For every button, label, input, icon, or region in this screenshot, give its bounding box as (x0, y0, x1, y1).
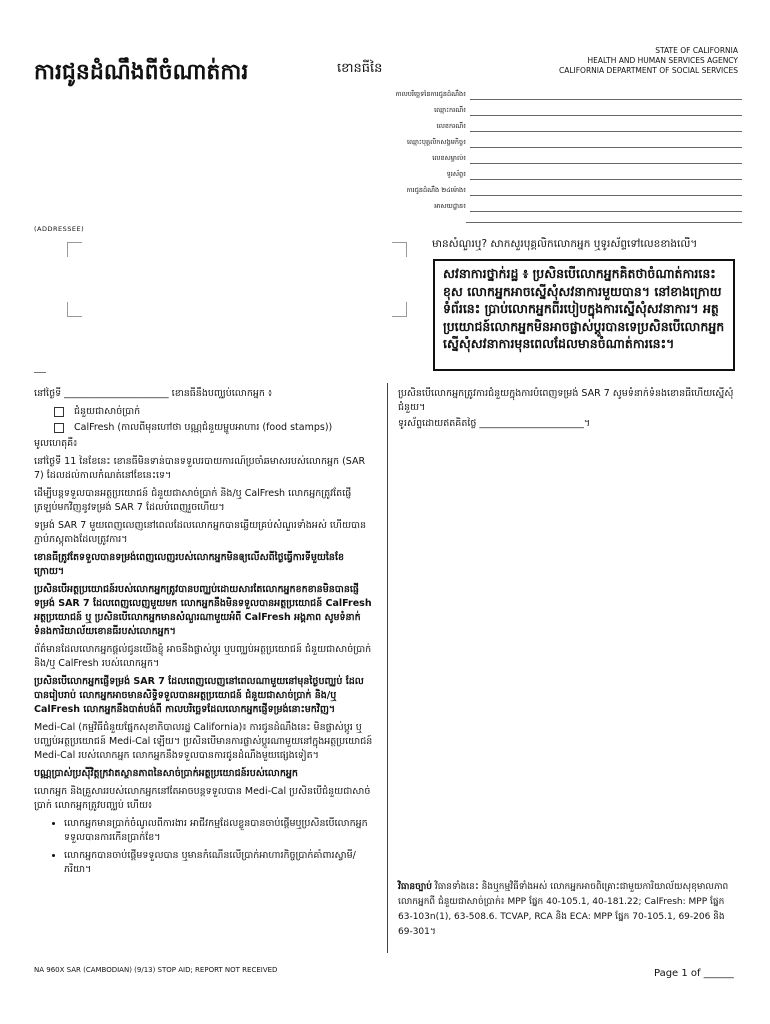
address-window-corner (67, 302, 82, 317)
info-change-paragraph: ព័ត៌មានដែលលោកអ្នកផ្តល់ជូនយើងខ្ញុំ អាចនឹងផ្លាស់ប្តូរ ឬបញ្ឈប់អត្ថប្រយោជន៍ ជំនួយជាសាច់ប្រាក់ និង/ឬ CalFresh របស់លោកអ្នក។ (34, 644, 372, 669)
calfresh-checkbox[interactable]: CalFresh (កាលពីមុនហៅថា បណ្ណជំនួយម្ហូបអាហារ (food stamps)) (54, 421, 374, 435)
send-form-paragraph: ប្រសិនបើលោកអ្នកផ្ញើទម្រង់ SAR 7 ដែលពេញលេញនៅពេលណាមួយនៅមុនថ្ងៃបញ្ឈប់ ដែលបានរៀបរាប់ លោកអ្នកអាចមានសិទ្ធិទទួលបានអត្ថប្រយោជន៍ ជំនួយជាសាច់ប្រាក់ និង/ឬ CalFresh លោកអ្នកនឹងបាត់បង់ពី កាលបរិច្ឆេទដែលលោកអ្នកផ្ញើទម្រង់នោះមកវិញ។ (34, 676, 364, 715)
complete-form-paragraph: ទម្រង់ SAR 7 មួយពេញលេញនៅពេលដែលលោកអ្នកបានឆ្លើយគ្រប់សំណួរទាំងអស់ ហើយបានភ្ជាប់ភស្តុតាងដែលត្រូវការ។ (34, 520, 367, 545)
list-item: • លោកអ្នកបានចាប់ផ្តើមទទួលបាន ឬមានកំណើនលើប្រាក់អាហារកិច្ចប្រាក់គាំពារស្វាមី/ភរិយា។ (64, 849, 374, 877)
checkbox-icon[interactable] (54, 423, 64, 433)
stopped-benefits-paragraph: ប្រសិនបើអត្ថប្រយោជន៍របស់លោកអ្នកត្រូវបានបញ្ឈប់ដោយសារតែលោកអ្នកខកខានមិនបានផ្ញើទម្រង់ SAR 7 ដែលពេញលេញមួយមក លោកអ្នកនឹងមិនទទួលបានអត្ថប្រយោជន៍ CalFresh អត្ថប្រយោជន៍ ឬ ប្រសិនបើលោកអ្នកមានសំណួរណាមួយអំពី CalFresh អង្គភាព សូមទំនាក់ទំនងការិយាល័យខោនធីរបស់លោកអ្នក។ (34, 584, 372, 637)
notice-date-field[interactable]: កាលបរិច្ឆេទនៃការជូនដំណឹង៖ (370, 88, 742, 100)
stop-date-line: នៅថ្ងៃទី ______________________ ខោនធីនឹងបញ្ឈប់លោកអ្នក ៖ (34, 388, 273, 399)
address-window-corner (392, 302, 407, 317)
hour-notice-field[interactable]: ការជូនដំណឹង ២៤ម៉ោង៖ (370, 184, 742, 196)
rules-text: វិធានទាំងនេះ និងឬកម្មវិធីទាំងអស់ លោកអ្នកអាចពិគ្រោះជាមួយការិយាល័យសុខុមាលភាពលោកអ្នកពី ជំនួយជាសាច់ប្រាក់៖ MPP ផ្នែក 40-105.1, 40-181.22; CalFresh: MPP ផ្នែក 63-103n(1), 63-508.6. TCVAP, RCA និង ECA: MPP ផ្នែក 70-105.1, 69-206 និង 69-301។ (398, 882, 729, 937)
address-extra-line[interactable] (466, 222, 742, 223)
agency-line: STATE OF CALIFORNIA (655, 46, 738, 55)
checkbox-icon[interactable] (54, 407, 64, 417)
case-number-field[interactable]: លេខករណី៖ (370, 120, 742, 132)
agency-block (559, 46, 738, 76)
address-window-corner (67, 242, 82, 257)
address-field[interactable]: អាសយដ្ឋាន៖ (370, 200, 742, 212)
continue-benefits-paragraph: ដើម្បីបន្តទទួលបានអត្ថប្រយោជន៍ ជំនួយជាសាច់ប្រាក់ និង/ឬ CalFresh លោកអ្នកត្រូវតែផ្ញើត្រឡប់មកវិញនូវទម្រង់ SAR 7 ដែលបំពេញរួចហើយ។ (34, 488, 352, 513)
agency-line: CALIFORNIA DEPARTMENT OF SOCIAL SERVICES (558, 66, 738, 75)
deadline-paragraph: ខោនធីត្រូវតែទទួលបានទម្រង់ពេញលេញរបស់លោកអ្នកមិនឲ្យលើសពីថ្ងៃធ្វើការទីមួយនៃខែក្រោយ។ (34, 552, 345, 577)
state-hearing-box: សវនាការថ្នាក់រដ្ឋ ៖ ប្រសិនបើលោកអ្នកគិតថាចំណាត់ការនេះខុស លោកអ្នកអាចស្នើសុំសវនាការមួយបាន។ នៅខាងក្រោយទំព័រនេះ ប្រាប់លោកអ្នកពីរបៀបក្នុងការស្នើសុំសវនាការ។ អត្ថប្រយោជន៍លោកអ្នកមិនអាចផ្លាស់ប្តូរបានទេប្រសិនបើលោកអ្នកស្នើសុំសវនាការមុនពេលដែលមានចំណាត់ការនេះ។ (433, 259, 735, 371)
worker-id-field[interactable]: លេខសម្គាល់៖ (370, 152, 742, 164)
telephone-field[interactable]: ទូរស័ព្ទ៖ (370, 168, 742, 180)
column-divider (387, 383, 388, 953)
rules-label: វិធានច្បាប់ (398, 882, 432, 892)
rules-paragraph (398, 880, 738, 940)
page-number: Page 1 of ______ (654, 968, 734, 979)
address-window-corner (392, 242, 407, 257)
page-title: ការជូនដំណឹងពីចំណាត់ការ (34, 60, 249, 85)
list-item: • លោកអ្នកមានប្រាក់ចំណូលពីការងារ អាជីវកម្មដែលខ្លួនបានចាប់ផ្តើមឬប្រសិនបើលោកអ្នកទទួលបានការកើនប្រាក់ខែ។ (64, 817, 374, 845)
reason-paragraph: នៅថ្ងៃទី 11 នៃខែនេះ ខោនធីមិនទាន់បានទទួលរបាយការណ៍ប្រចាំឆមាសរបស់លោកអ្នក (SAR 7) ដែលដល់កាលកំណត់នៅខែនេះទេ។ (34, 456, 366, 481)
worker-name-field[interactable]: ឈ្មោះបុគ្គលិកសង្គមកិច្ច៖ (370, 136, 742, 148)
reason-heading: មូលហេតុគឺ៖ (34, 438, 78, 449)
left-column (34, 387, 374, 881)
addressee-label: (ADDRESSEE) (34, 225, 85, 233)
conditions-list (34, 817, 374, 877)
county-office-label: ខោនធីនៃ (337, 61, 383, 76)
form-id: NA 960X SAR (CAMBODIAN) (9/13) STOP AID; REPORT NOT RECEIVED (34, 966, 278, 974)
cash-aid-checkbox[interactable]: ជំនួយជាសាច់ប្រាក់ (54, 405, 374, 419)
medi-cal-paragraph: Medi-Cal (កម្មវិធីជំនួយផ្នែកសុខាភិបាលរដ្ឋ California)៖ ការជូនដំណឹងនេះ មិនផ្លាស់ប្តូរ ឬបញ្ឈប់អត្ថប្រយោជន៍ Medi-Cal ឡើយ។ ប្រសិនបើមានការផ្លាស់ប្តូរណាមួយនៅក្នុងអត្ថប្រយោជន៍ Medi-Cal របស់លោកអ្នក លោកអ្នកនឹងទទួលបានការជូនដំណឹងមួយផ្សេងទៀត។ (34, 722, 373, 761)
case-name-field[interactable]: ឈ្មោះករណី៖ (370, 104, 742, 116)
toll-free-line: ទូរស័ព្ទដោយឥតគិតថ្លៃ ______________________។ (398, 418, 591, 429)
medi-cal-continue-paragraph: លោកអ្នក និងគ្រួសាររបស់លោកអ្នកនៅតែអាចបន្តទទួលបាន Medi-Cal ប្រសិនបើជំនួយជាសាច់ប្រាក់ លោកអ្នកត្រូវបញ្ឈប់ ហើយ៖ (34, 786, 371, 811)
help-paragraph: ប្រសិនបើលោកអ្នកត្រូវការជំនួយក្នុងការបំពេញទម្រង់ SAR 7 សូមទំនាក់ទំនងខោនធីហើយស្នើសុំជំនួយ។ (398, 388, 734, 413)
questions-text: មានសំណួរឬ? សាកសួរបុគ្គលិកលោកអ្នក ឬទូរស័ព្ទទៅលេខខាងលើ។ (432, 238, 698, 250)
right-column (398, 387, 738, 433)
agency-line: HEALTH AND HUMAN SERVICES AGENCY (587, 56, 738, 65)
section-heading: បណ្ណប្រាស់ប្រស៊ីវិត្តក្រវាតស្ថានភាពនៃសាច់ប្រាក់អត្ថប្រយោជន៍របស់លោកអ្នក (34, 768, 298, 779)
separator-mark (34, 372, 46, 373)
